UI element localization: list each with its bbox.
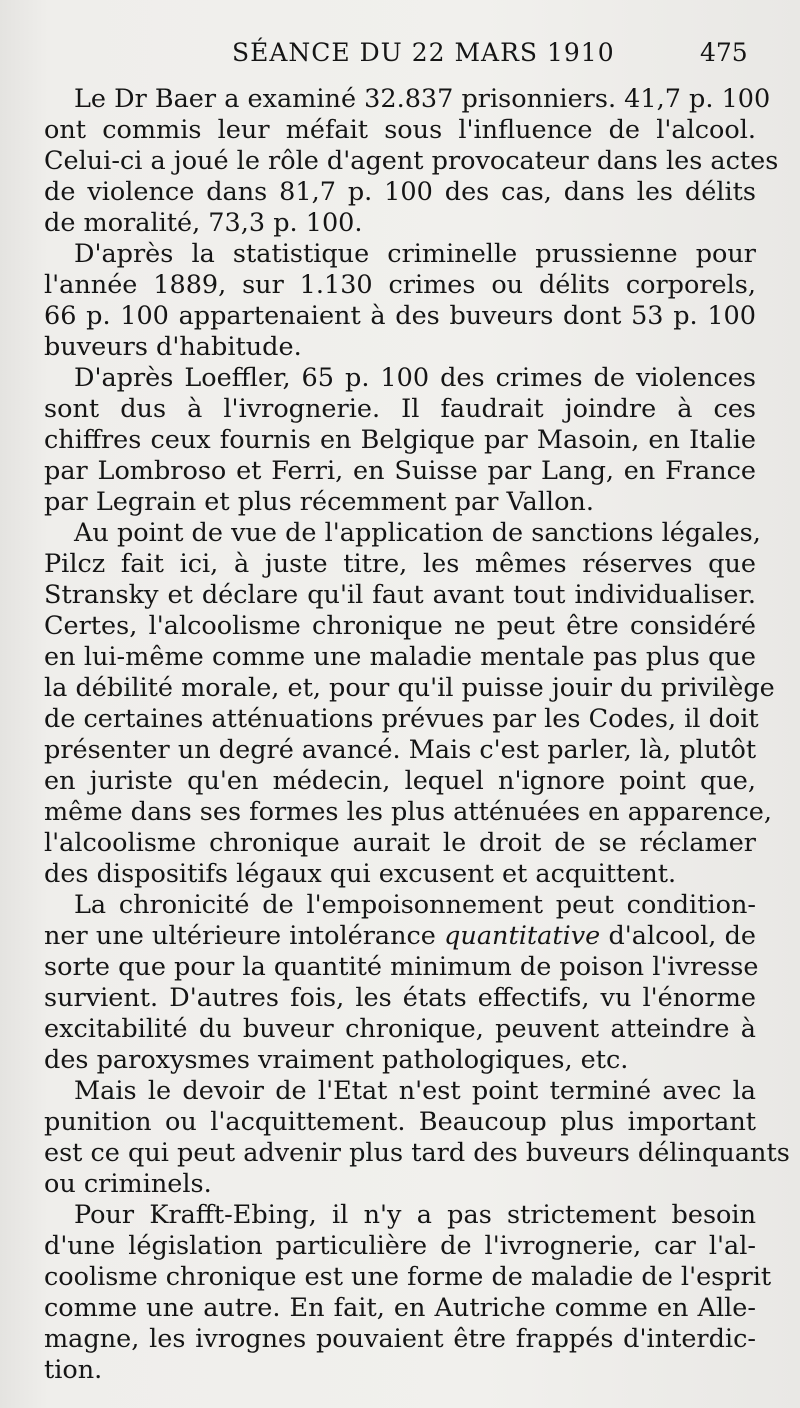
text-line: tion. bbox=[44, 1355, 103, 1385]
text-line: buveurs d'habitude. bbox=[44, 332, 302, 362]
text-line: comme une autre. En fait, en Autriche comme en Alle- bbox=[44, 1293, 756, 1323]
running-head: SÉANCE DU 22 MARS 1910 bbox=[232, 38, 615, 67]
text-line: par Lombroso et Ferri, en Suisse par Lang, en France bbox=[44, 456, 756, 486]
page-header bbox=[0, 38, 800, 72]
text-line: ou criminels. bbox=[44, 1169, 212, 1199]
body-text bbox=[44, 84, 790, 1386]
page-number: 475 bbox=[700, 38, 748, 67]
text-line: Celui-ci a joué le rôle d'agent provocateur dans les actes bbox=[44, 146, 779, 176]
text-line: La chronicité de l'empoisonnement peut condition- bbox=[74, 890, 756, 920]
text-line: l'alcoolisme chronique aurait le droit de se réclamer bbox=[44, 828, 756, 858]
text-line: la débilité morale, et, pour qu'il puisse jouir du privilège bbox=[44, 673, 775, 703]
text-line: Certes, l'alcoolisme chronique ne peut être considéré bbox=[44, 611, 756, 641]
text-line: 66 p. 100 appartenaient à des buveurs dont 53 p. 100 bbox=[44, 301, 756, 331]
text-line: de moralité, 73,3 p. 100. bbox=[44, 208, 363, 238]
text-line: d'une législation particulière de l'ivrognerie, car l'al- bbox=[44, 1231, 756, 1261]
text-line: présenter un degré avancé. Mais c'est parler, là, plutôt bbox=[44, 735, 757, 765]
text-line: D'après la statistique criminelle prussienne pour bbox=[74, 239, 756, 269]
text-line: survient. D'autres fois, les états effectifs, vu l'énorme bbox=[44, 983, 756, 1013]
text-line: excitabilité du buveur chronique, peuvent atteindre à bbox=[44, 1014, 756, 1044]
text-line: Mais le devoir de l'Etat n'est point terminé avec la bbox=[74, 1076, 756, 1106]
text-line: de certaines atténuations prévues par les Codes, il doit bbox=[44, 704, 759, 734]
text-line: sorte que pour la quantité minimum de poison l'ivresse bbox=[44, 952, 759, 982]
text-line: Au point de vue de l'application de sanctions légales, bbox=[74, 518, 761, 548]
text-line: Pour Krafft-Ebing, il n'y a pas strictement besoin bbox=[74, 1200, 756, 1230]
text-line: ont commis leur méfait sous l'influence de l'alcool. bbox=[44, 115, 756, 145]
text-line: punition ou l'acquittement. Beaucoup plus important bbox=[44, 1107, 756, 1137]
text-line: en lui-même comme une maladie mentale pas plus que bbox=[44, 642, 756, 672]
text-line: des dispositifs légaux qui excusent et acquittent. bbox=[44, 859, 677, 889]
text-line: D'après Loeffler, 65 p. 100 des crimes de violences bbox=[74, 363, 756, 393]
text-line: Stransky et déclare qu'il faut avant tout individualiser. bbox=[44, 580, 756, 610]
text-line: coolisme chronique est une forme de maladie de l'esprit bbox=[44, 1262, 772, 1292]
text-line: sont dus à l'ivrognerie. Il faudrait joindre à ces bbox=[44, 394, 756, 424]
text-line: chiffres ceux fournis en Belgique par Masoin, en Italie bbox=[44, 425, 756, 455]
text-line: Le Dr Baer a examiné 32.837 prisonniers. 41,7 p. 100 bbox=[74, 84, 771, 114]
text-line: est ce qui peut advenir plus tard des buveurs délinquants bbox=[44, 1138, 790, 1168]
text-line: de violence dans 81,7 p. 100 des cas, dans les délits bbox=[44, 177, 756, 207]
text-line: même dans ses formes les plus atténuées en apparence, bbox=[44, 797, 772, 827]
text-line: magne, les ivrognes pouvaient être frappés d'interdic- bbox=[44, 1324, 756, 1354]
text-line: en juriste qu'en médecin, lequel n'ignore point que, bbox=[44, 766, 756, 796]
text-line: des paroxysmes vraiment pathologiques, etc. bbox=[44, 1045, 629, 1075]
italic-word: quantitative bbox=[444, 921, 601, 951]
text-line: par Legrain et plus récemment par Vallon. bbox=[44, 487, 594, 517]
text-line: Pilcz fait ici, à juste titre, les mêmes réserves que bbox=[44, 549, 756, 579]
text-line: ner une ultérieure intolérance quantitative d'alcool, de bbox=[44, 921, 756, 951]
text-line: l'année 1889, sur 1.130 crimes ou délits corporels, bbox=[44, 270, 756, 300]
